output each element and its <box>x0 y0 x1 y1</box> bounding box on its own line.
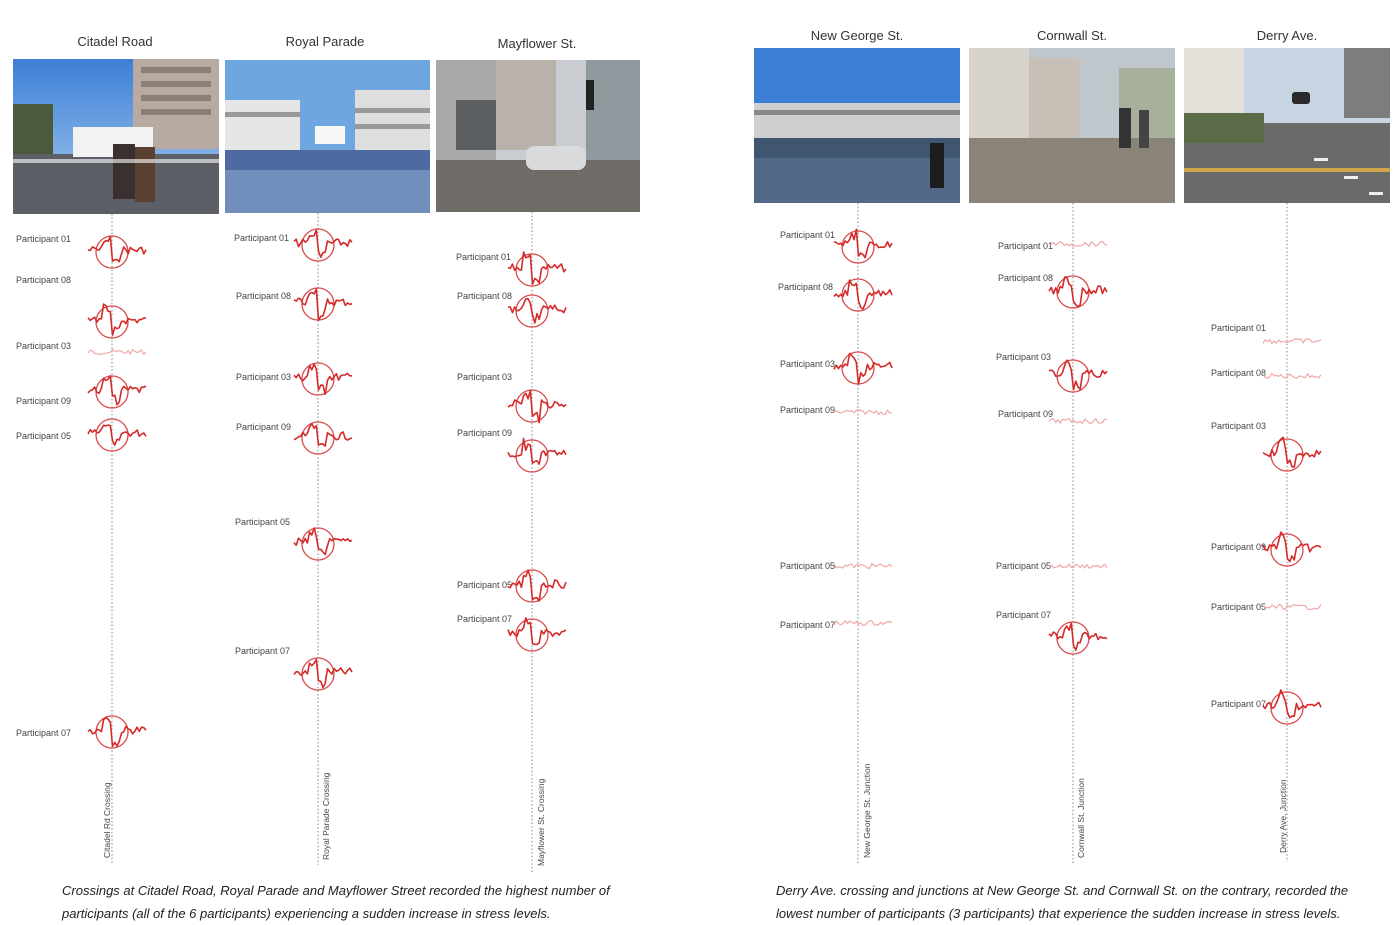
column-title-mayflower-st: Mayflower St. <box>497 36 577 51</box>
caption-left: Crossings at Citadel Road, Royal Parade and Mayflower Street recorded the highest number of participants (all of the 6 participants) experiencing a sudden increase in stress levels. <box>62 883 610 921</box>
column-title-derry-ave: Derry Ave. <box>1256 28 1318 43</box>
stress-trace <box>834 621 892 626</box>
axis-label-royal-parade-crossing: Royal Parade Crossing <box>321 772 331 860</box>
participant-label: Participant 05 <box>16 431 72 441</box>
participant-label: Participant 03 <box>16 341 72 351</box>
stress-trace <box>834 564 892 569</box>
column-title-new-george-st: New George St. <box>810 28 904 43</box>
stress-trace <box>88 717 146 746</box>
participant-label: Participant 01 <box>16 234 72 244</box>
participant-label: Participant 03 <box>1211 421 1267 431</box>
participant-label: Participant 09 <box>236 422 292 432</box>
participant-label: Participant 09 <box>780 405 836 415</box>
participant-label: Participant 08 <box>16 275 72 285</box>
stress-trace <box>834 410 892 415</box>
participant-label: Participant 07 <box>235 646 291 656</box>
participant-label: Participant 03 <box>457 372 513 382</box>
stress-trace <box>1049 277 1107 307</box>
participant-label: Participant 05 <box>457 580 513 590</box>
participant-label: Participant 09 <box>457 428 513 438</box>
stress-trace <box>1263 605 1321 610</box>
axis-label-mayflower-st-crossing: Mayflower St. Crossing <box>536 778 546 866</box>
participant-label: Participant 03 <box>780 359 836 369</box>
participant-label: Participant 08 <box>457 291 513 301</box>
stress-trace <box>294 364 352 394</box>
stress-trace <box>1049 242 1107 247</box>
participant-label: Participant 09 <box>1211 542 1267 552</box>
participant-label: Participant 05 <box>780 561 836 571</box>
participant-label: Participant 01 <box>456 252 512 262</box>
participant-label: Participant 07 <box>457 614 513 624</box>
participant-label: Participant 07 <box>996 610 1052 620</box>
participant-label: Participant 09 <box>16 396 72 406</box>
axis-label-citadel-rd-crossing: Citadel Rd Crossing <box>102 782 112 858</box>
column-title-royal-parade: Royal Parade <box>285 34 365 49</box>
stress-trace <box>1263 374 1321 379</box>
stress-trace <box>508 390 566 422</box>
column-title-cornwall-st: Cornwall St. <box>1036 28 1108 43</box>
axis-label-cornwall-st-junction: Cornwall St. Junction <box>1076 778 1086 858</box>
participant-label: Participant 08 <box>778 282 834 292</box>
participant-label: Participant 07 <box>780 620 836 630</box>
axis-label-derry-ave-junction: Derry Ave. Junction <box>1278 779 1288 853</box>
participant-label: Participant 08 <box>1211 368 1267 378</box>
column-title-citadel-road: Citadel Road <box>77 34 153 49</box>
stress-trace <box>88 425 146 445</box>
participant-label: Participant 07 <box>16 728 72 738</box>
stress-trace <box>1049 564 1107 568</box>
stress-trace <box>508 299 566 323</box>
stress-trace <box>88 350 146 355</box>
participant-label: Participant 03 <box>236 372 292 382</box>
stress-trace <box>1049 360 1107 390</box>
caption-right: Derry Ave. crossing and junctions at New George St. and Cornwall St. on the contrary, recorded the lowest number of participants (3 participants) that experience the sudden increase in stress levels. <box>776 883 1349 921</box>
participant-label: Participant 08 <box>998 273 1054 283</box>
participant-label: Participant 07 <box>1211 699 1267 709</box>
participant-label: Participant 08 <box>236 291 292 301</box>
stress-trace <box>508 570 566 601</box>
participant-label: Participant 03 <box>996 352 1052 362</box>
stress-trace <box>294 660 352 688</box>
participant-label: Participant 01 <box>1211 323 1267 333</box>
axis-label-new-george-st-junction: New George St. Junction <box>862 763 872 858</box>
stress-trace <box>1263 339 1321 344</box>
participant-label: Participant 05 <box>235 517 291 527</box>
stress-trace <box>1049 419 1107 424</box>
stress-trace <box>834 353 892 384</box>
stress-trace <box>294 289 352 320</box>
participant-label: Participant 01 <box>234 233 290 243</box>
participant-label: Participant 05 <box>1211 602 1267 612</box>
participant-label: Participant 05 <box>996 561 1052 571</box>
participant-label: Participant 01 <box>780 230 836 240</box>
participant-label: Participant 09 <box>998 409 1054 419</box>
participant-label: Participant 01 <box>998 241 1054 251</box>
stress-trace <box>834 280 892 309</box>
